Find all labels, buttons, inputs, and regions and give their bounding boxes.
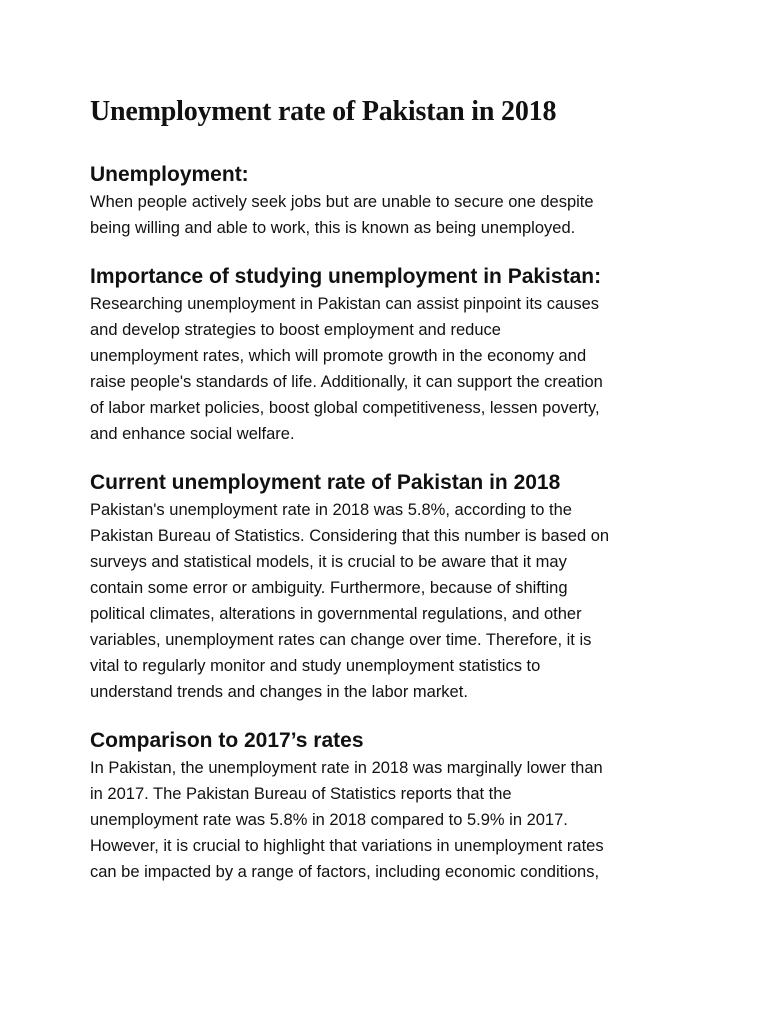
paragraph-line: in 2017. The Pakistan Bureau of Statistics reports that the [90,785,512,803]
section-heading: Importance of studying unemployment in Pakistan: [90,265,602,288]
paragraph-line: contain some error or ambiguity. Furthermore, because of shifting [90,579,568,597]
paragraph-line: In Pakistan, the unemployment rate in 2018 was marginally lower than [90,759,603,777]
paragraph-line: unemployment rate was 5.8% in 2018 compared to 5.9% in 2017. [90,811,568,829]
paragraph-line: of labor market policies, boost global competitiveness, lessen poverty, [90,399,600,417]
section-paragraph [90,291,690,447]
section-heading: Unemployment: [90,163,249,186]
section-current-rate [90,469,690,705]
paragraph-line: Researching unemployment in Pakistan can assist pinpoint its causes [90,295,600,313]
paragraph-line: Pakistan Bureau of Statistics. Considering that this number is based on [90,527,610,545]
paragraph-line: raise people's standards of life. Additionally, it can support the creation [90,373,603,391]
paragraph-line: Pakistan's unemployment rate in 2018 was 5.8%, according to the [90,501,572,519]
paragraph-line: However, it is crucial to highlight that variations in unemployment rates [90,837,604,855]
paragraph-line: When people actively seek jobs but are unable to secure one despite [90,193,594,211]
paragraph-line: being willing and able to work, this is known as being unemployed. [90,219,576,237]
paragraph-line: can be impacted by a range of factors, including economic conditions, [90,863,600,881]
paragraph-line: political climates, alterations in governmental regulations, and other [90,605,582,623]
paragraph-line: unemployment rates, which will promote growth in the economy and [90,347,587,365]
section-heading: Comparison to 2017’s rates [90,729,364,752]
paragraph-line: variables, unemployment rates can change over time. Therefore, it is [90,631,592,649]
paragraph-line: and develop strategies to boost employment and reduce [90,321,501,339]
paragraph-line: and enhance social welfare. [90,425,295,443]
paragraph-line: vital to regularly monitor and study unemployment statistics to [90,657,541,675]
document-content [90,95,690,885]
section-heading: Current unemployment rate of Pakistan in 2018 [90,471,561,494]
section-paragraph [90,497,690,705]
paragraph-line: surveys and statistical models, it is crucial to be aware that it may [90,553,567,571]
section-paragraph [90,189,690,241]
section-importance [90,263,690,447]
document-title: Unemployment rate of Pakistan in 2018 [90,96,557,127]
section-unemployment [90,161,690,241]
paragraph-line: understand trends and changes in the labor market. [90,683,468,701]
section-comparison-2017 [90,727,690,885]
section-paragraph [90,755,690,885]
